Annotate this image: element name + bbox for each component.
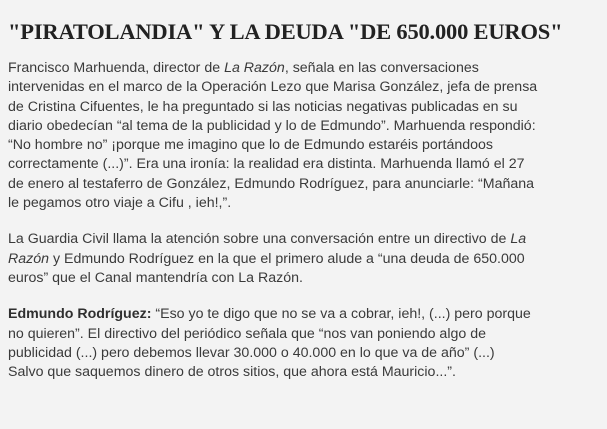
article-headline: "PIRATOLANDIA" Y LA DEUDA "DE 650.000 EUROS" [8, 19, 563, 44]
text-segment: La Guardia Civil llama la atención sobre una conversación entre un directivo de [8, 231, 511, 248]
text-segment: y Edmundo Rodríguez en la que el primero alude a “una deuda de 650.000 [49, 250, 525, 267]
paragraph-2-line-3: euros” que el Canal mantendría con La Razón. [8, 269, 303, 286]
speaker-name: Edmundo Rodríguez: [8, 306, 152, 323]
paragraph-1-line-6: correctamente (...)”. Era una ironía: la realidad era distinta. Marhuenda llamó el 27 [8, 156, 525, 173]
newspaper-name: La Razón [224, 60, 285, 76]
paragraph-1-line-4: diario obedecían “al tema de la publicidad y lo de Edmundo”. Marhuenda respondió: [8, 117, 536, 134]
paragraph-3-line-1 [8, 305, 599, 324]
text-segment: Francisco Marhuenda, director de [8, 60, 225, 76]
paragraph-3 [8, 305, 599, 382]
paragraph-1-line-8: le pegamos otro viaje a Cifu , ieh!,”. [8, 195, 232, 212]
paragraph-3-line-2: no quieren”. El directivo del periódico señala que “nos van poniendo algo de [8, 325, 486, 342]
newspaper-name: La [510, 231, 527, 248]
paragraph-1-line-1 [8, 59, 599, 78]
paragraph-1-line-2: intervenidas en el marco de la Operación Lezo que Marisa González, jefa de prensa [8, 79, 538, 96]
newspaper-name: Razón [8, 250, 50, 267]
paragraph-1-line-5: “No hombre no” ¡porque me imagino que lo de Edmundo estaréis portándoos [8, 137, 494, 154]
paragraph-1-line-3: de Cristina Cifuentes, le ha preguntado si las noticias negativas publicadas en su [8, 98, 518, 115]
paragraph-1-line-7: de enero al testaferro de González, Edmundo Rodríguez, para anunciarle: “Mañana [8, 175, 535, 192]
paragraph-3-line-4: Salvo que saquemos dinero de otros sitios, que ahora está Mauricio...”. [8, 364, 456, 381]
paragraph-2 [8, 230, 599, 288]
paragraph-2-line-2 [8, 250, 599, 269]
paragraph-1 [8, 59, 599, 213]
paragraph-3-line-3: publicidad (...) pero debemos llevar 30.000 o 40.000 en lo que va de año” (...) [8, 344, 495, 361]
text-segment: , señala en las conversaciones [284, 60, 479, 76]
paragraph-2-line-1 [8, 230, 599, 249]
text-segment: “Eso yo te digo que no se va a cobrar, ieh!, (...) pero porque [151, 306, 531, 323]
